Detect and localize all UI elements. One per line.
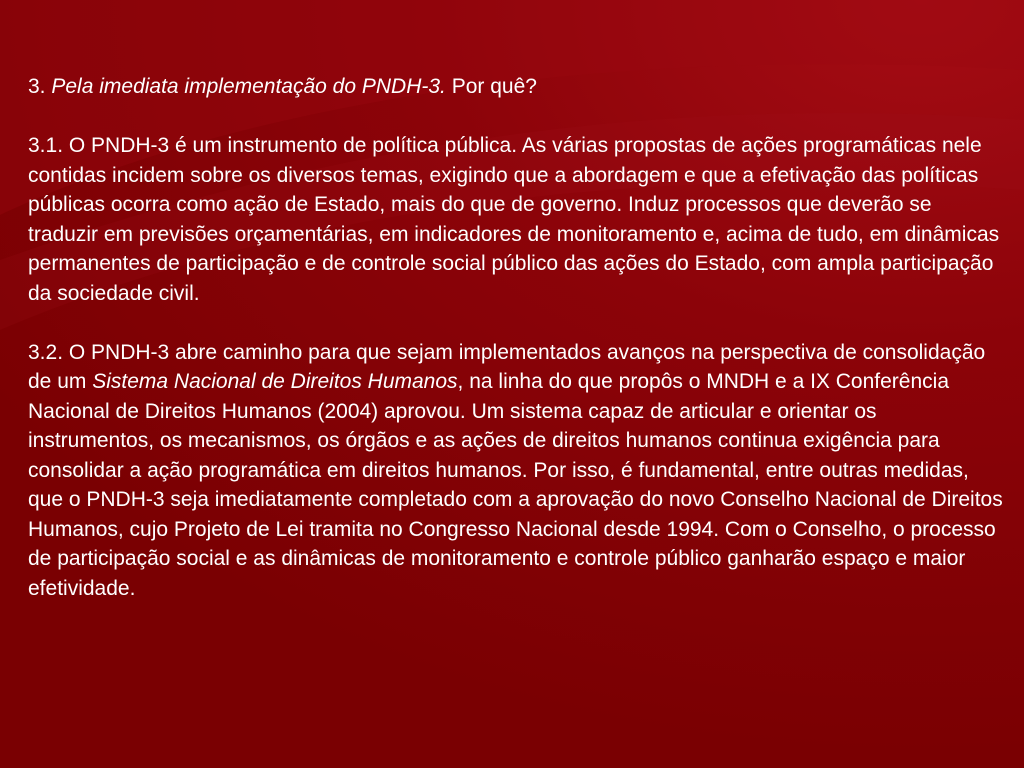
- spacer: [28, 308, 1004, 338]
- spacer: [28, 102, 1004, 132]
- heading-question: Por quê?: [451, 75, 537, 98]
- heading-italic: Pela imediata implementação do PNDH-3.: [51, 75, 446, 98]
- paragraph-3-2: [28, 338, 1004, 604]
- heading-number: 3.: [28, 75, 46, 98]
- paragraph-3-2-intro: 3.2. O PNDH-3 abre caminho para que sejam implementados avanços na perspectiva de consolidação de um: [28, 340, 986, 393]
- slide-content: [28, 72, 1004, 603]
- paragraph-3-1: 3.1. O PNDH-3 é um instrumento de política pública. As várias propostas de ações programáticas nele contidas incidem sobre os diversos temas, exigindo que a abordagem e que a efetivação das políticas públicas ocorra como ação de Estado, mais do que de governo. Induz processos que deverão se traduzir em previsões orçamentárias, em indicadores de monitoramento e, acima de tudo, em dinâmicas permanentes de participação e de controle social público das ações do Estado, com ampla participação da sociedade civil.: [28, 134, 1000, 305]
- paragraph-3-2-italic: Sistema Nacional de Direitos Humanos: [92, 370, 458, 393]
- heading-line: [28, 72, 1004, 102]
- paragraph-3-2-rest: , na linha do que propôs o MNDH e a IX Conferência Nacional de Direitos Humanos (2004) aprovou. Um sistema capaz de articular e orientar os instrumentos, os mecanismos, os órgãos e as ações de direitos humanos continua exigência para consolidar a ação programática em direitos humanos. Por isso, é fundamental, entre outras medidas, que o PNDH-3 seja imediatamente completado com a aprovação do novo Conselho Nacional de Direitos Humanos, cujo Projeto de Lei tramita no Congresso Nacional desde 1994. Com o Conselho, o processo de participação social e as dinâmicas de monitoramento e controle público ganharão espaço e maior efetividade.: [28, 370, 1003, 600]
